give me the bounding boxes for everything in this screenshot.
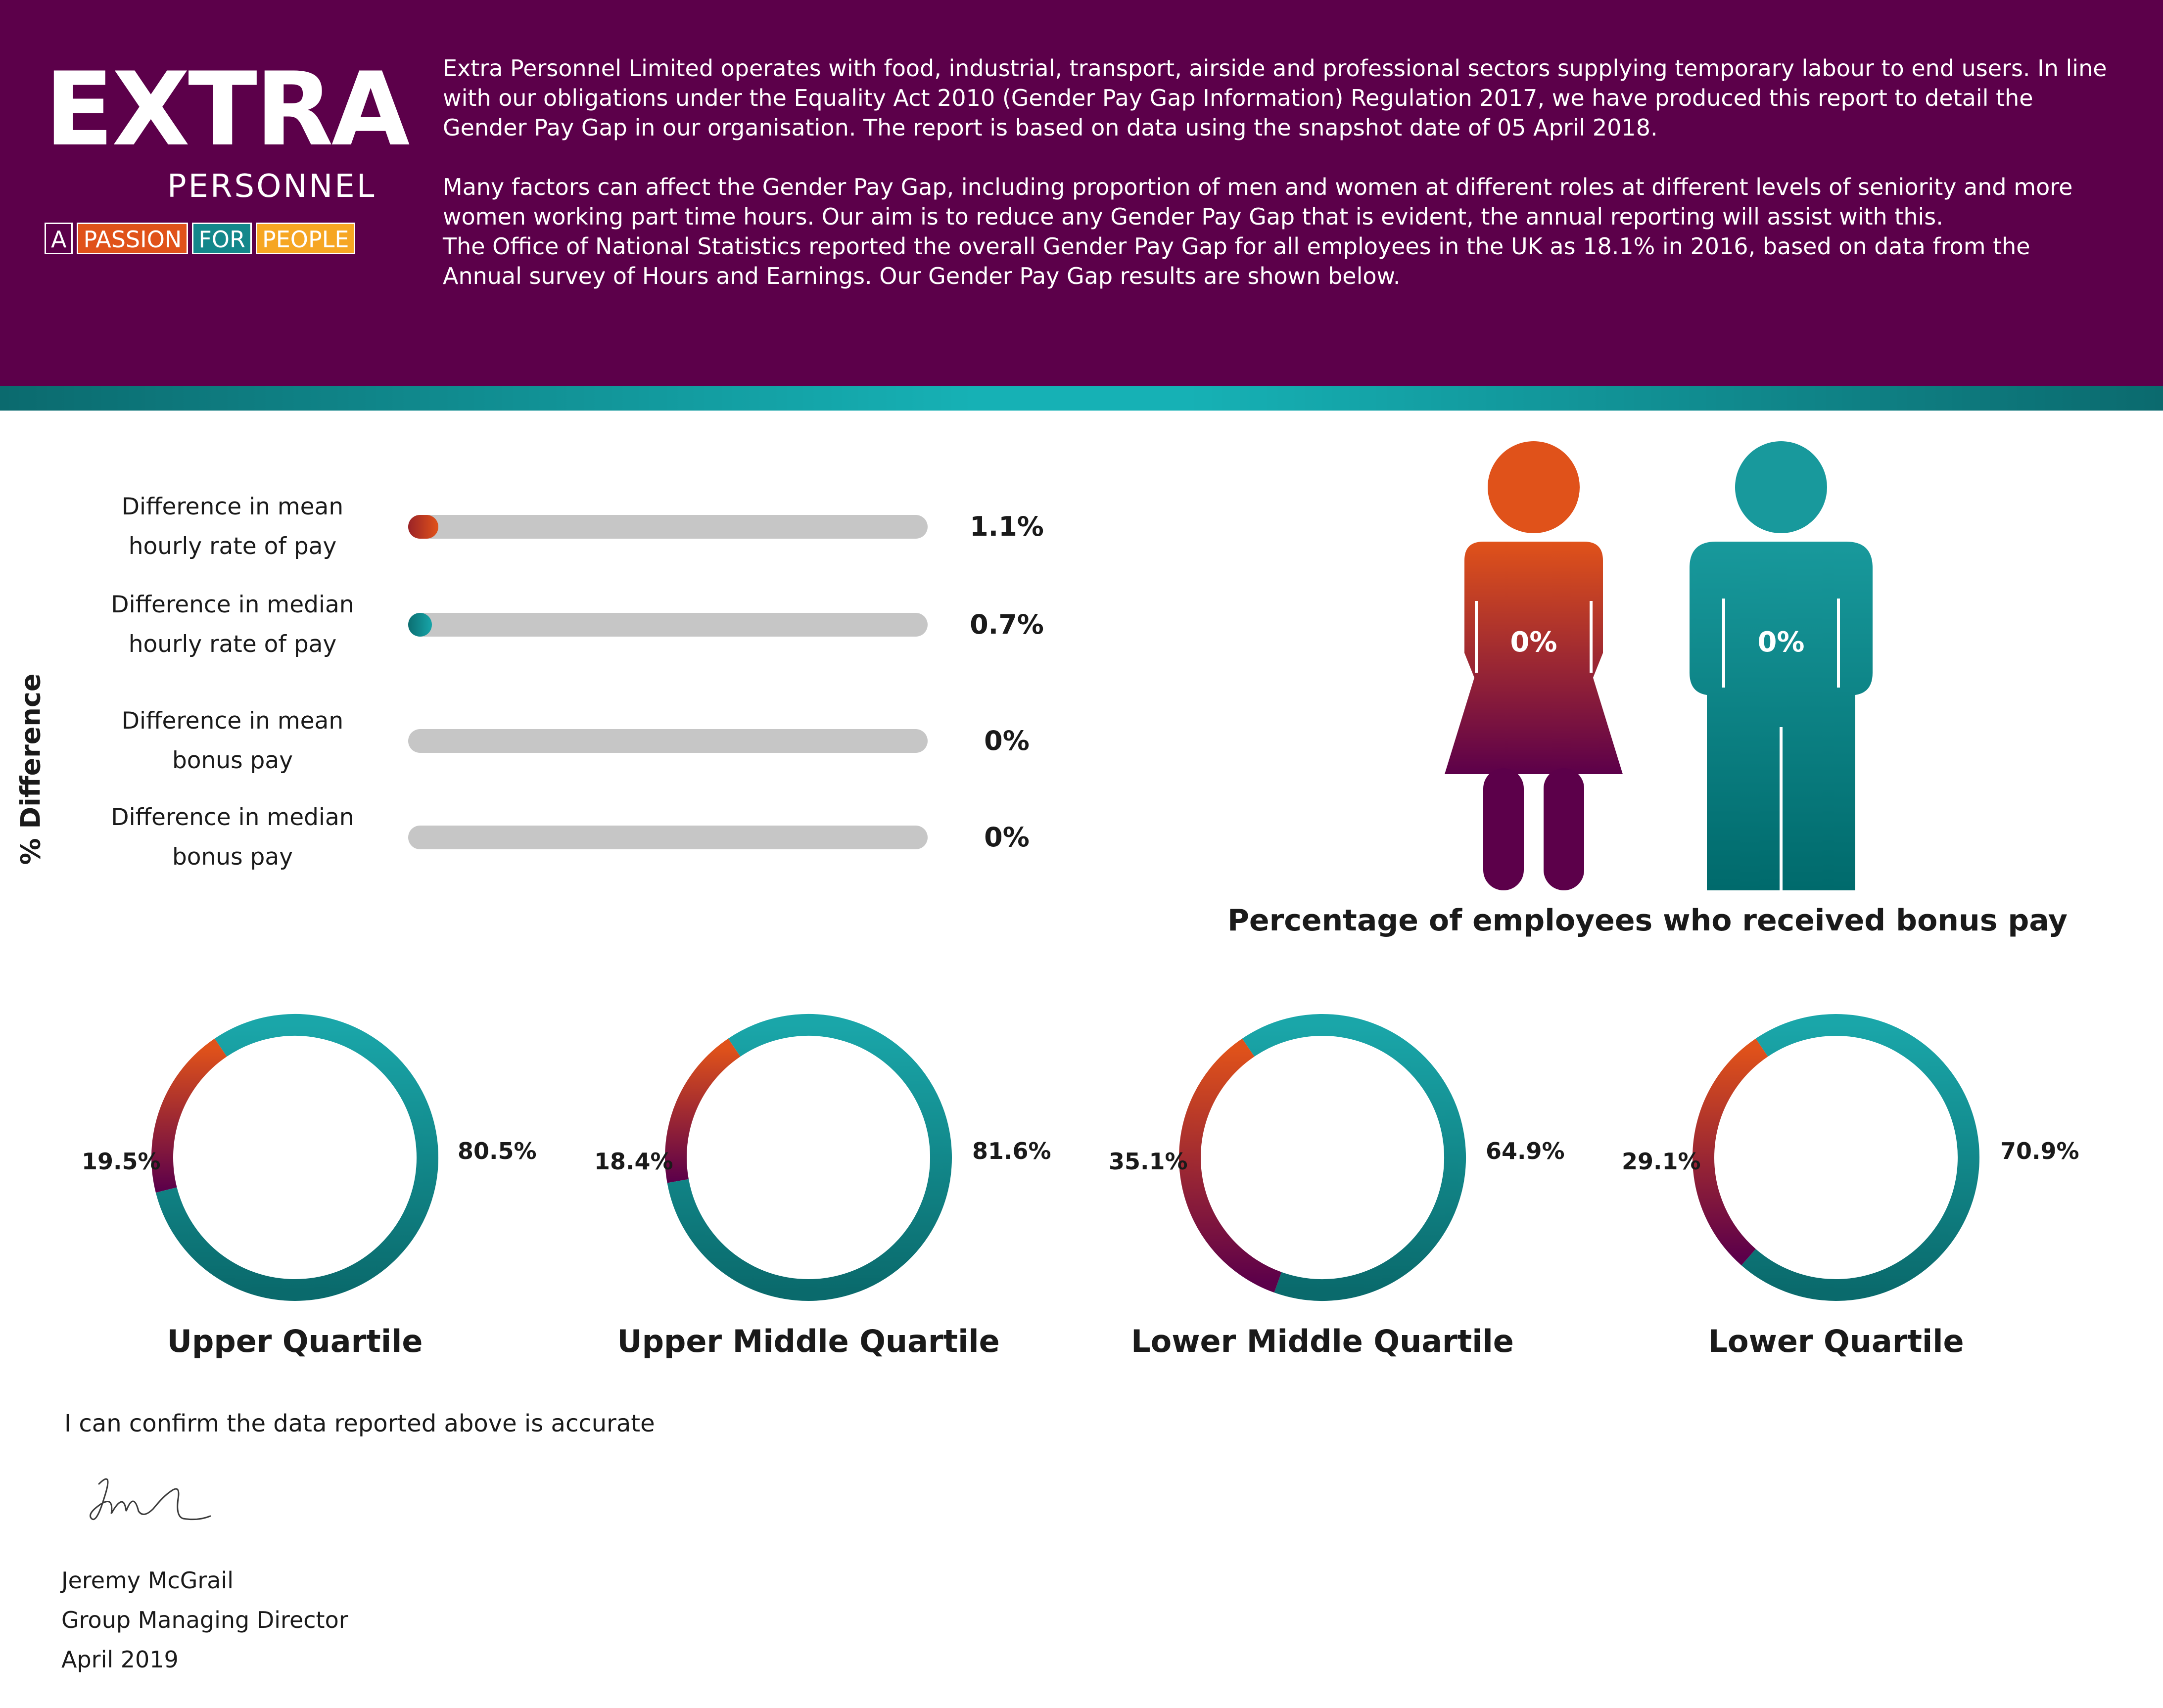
- header-divider: [0, 386, 2163, 411]
- metric-value: 1.1%: [970, 511, 1044, 542]
- metric-row: [0, 487, 1088, 571]
- quartile-title: Upper Quartile: [167, 1323, 423, 1359]
- metric-value: 0%: [984, 725, 1030, 756]
- company-logo: [45, 51, 408, 257]
- female-bonus-value: 0%: [1510, 626, 1557, 658]
- quartile-donut: [655, 1004, 962, 1311]
- metric-label-line: Difference in median: [111, 591, 354, 618]
- signoff-date: April 2019: [61, 1646, 179, 1673]
- metric-label-line: Difference in mean: [121, 493, 344, 520]
- intro-text: [443, 53, 2115, 291]
- donut-female-arc: [676, 1048, 734, 1181]
- confirmation-statement: I can confirm the data reported above is accurate: [64, 1410, 655, 1437]
- donut-female-arc: [162, 1048, 221, 1190]
- signatory-name: Jeremy McGrail: [61, 1567, 234, 1594]
- male-figure-icon: [1690, 441, 1873, 890]
- signature-icon: [84, 1469, 223, 1533]
- metric-label-line: Difference in mean: [121, 707, 344, 735]
- metric-fill: [408, 613, 432, 637]
- metric-label-line: hourly rate of pay: [128, 533, 337, 560]
- metric-label-line: bonus pay: [172, 747, 293, 774]
- quartile-title: Lower Middle Quartile: [1131, 1323, 1514, 1359]
- bonus-figures: [1425, 435, 1890, 900]
- logo-subtext: PERSONNEL: [167, 168, 376, 205]
- intro-paragraph: Extra Personnel Limited operates with food, industrial, transport, airside and professional sectors supplying temporary labour to end users. In line with our obligations under the Equality Act 2010 (Gender Pay Gap Information) Regulation 2017, we have produced this report to detail the Gender Pay Gap in our organisation. The report is based on data using the snapshot date of 05 April 2018.: [443, 55, 2107, 141]
- quartile-female-label: 35.1%: [1109, 1148, 1188, 1175]
- metric-value: 0%: [984, 822, 1030, 853]
- metric-track: [408, 729, 928, 753]
- tagline-word: PASSION: [77, 223, 188, 254]
- metric-label: [74, 585, 391, 664]
- donut-male-arc: [1748, 1025, 1969, 1290]
- donut-male-arc: [1248, 1025, 1455, 1290]
- difference-axis-label: % Difference: [15, 673, 47, 865]
- metric-row: [0, 701, 1088, 785]
- tagline-word: FOR: [192, 223, 252, 254]
- metric-label: [74, 701, 391, 781]
- intro-paragraph: Many factors can affect the Gender Pay Gap, including proportion of men and women at different roles at different levels of seniority and more women working part time hours. Our aim is to reduce any Gender Pay Gap that is evident, the annual reporting will assist with this.: [443, 174, 2073, 230]
- quartile-male-label: 64.9%: [1486, 1138, 1565, 1164]
- quartile-title: Lower Quartile: [1708, 1323, 1964, 1359]
- metric-label-line: Difference in median: [111, 804, 354, 831]
- metric-track: [408, 826, 928, 849]
- metric-label-line: hourly rate of pay: [128, 631, 337, 658]
- metric-label: [74, 487, 391, 566]
- metric-row: [0, 585, 1088, 669]
- quartile-female-label: 29.1%: [1622, 1148, 1701, 1175]
- tagline-word: PEOPLE: [256, 223, 355, 254]
- male-bonus-value: 0%: [1757, 626, 1805, 658]
- female-figure-icon: [1445, 441, 1623, 890]
- logo-tagline: [45, 223, 359, 254]
- metric-label: [74, 798, 391, 877]
- signoff-block: [61, 1561, 348, 1679]
- metric-label-line: bonus pay: [172, 843, 293, 871]
- quartile-title: Upper Middle Quartile: [617, 1323, 1000, 1359]
- quartile-donut: [1169, 1004, 1476, 1311]
- donut-female-arc: [1190, 1048, 1278, 1283]
- quartile-female-label: 19.5%: [82, 1148, 161, 1175]
- metric-fill: [408, 515, 438, 539]
- quartile-male-label: 81.6%: [972, 1138, 1051, 1164]
- donut-female-arc: [1703, 1048, 1762, 1257]
- metric-row: [0, 798, 1088, 882]
- signatory-role: Group Managing Director: [61, 1607, 348, 1633]
- metric-track: [408, 613, 928, 637]
- intro-paragraph: The Office of National Statistics reported the overall Gender Pay Gap for all employees in the UK as 18.1% in 2016, based on data from the Annual survey of Hours and Earnings. Our Gender Pay Gap results are shown below.: [443, 233, 2030, 289]
- tagline-word: A: [45, 223, 73, 254]
- quartile-donut: [141, 1004, 448, 1311]
- metric-value: 0.7%: [970, 609, 1044, 640]
- logo-wordmark: EXTRA: [45, 51, 408, 169]
- quartile-female-label: 18.4%: [594, 1148, 673, 1175]
- metric-track: [408, 515, 928, 539]
- bonus-title: Percentage of employees who received bonus pay: [1227, 903, 2068, 938]
- quartile-donut: [1683, 1004, 1989, 1311]
- quartile-male-label: 80.5%: [458, 1138, 537, 1164]
- quartile-male-label: 70.9%: [2000, 1138, 2079, 1164]
